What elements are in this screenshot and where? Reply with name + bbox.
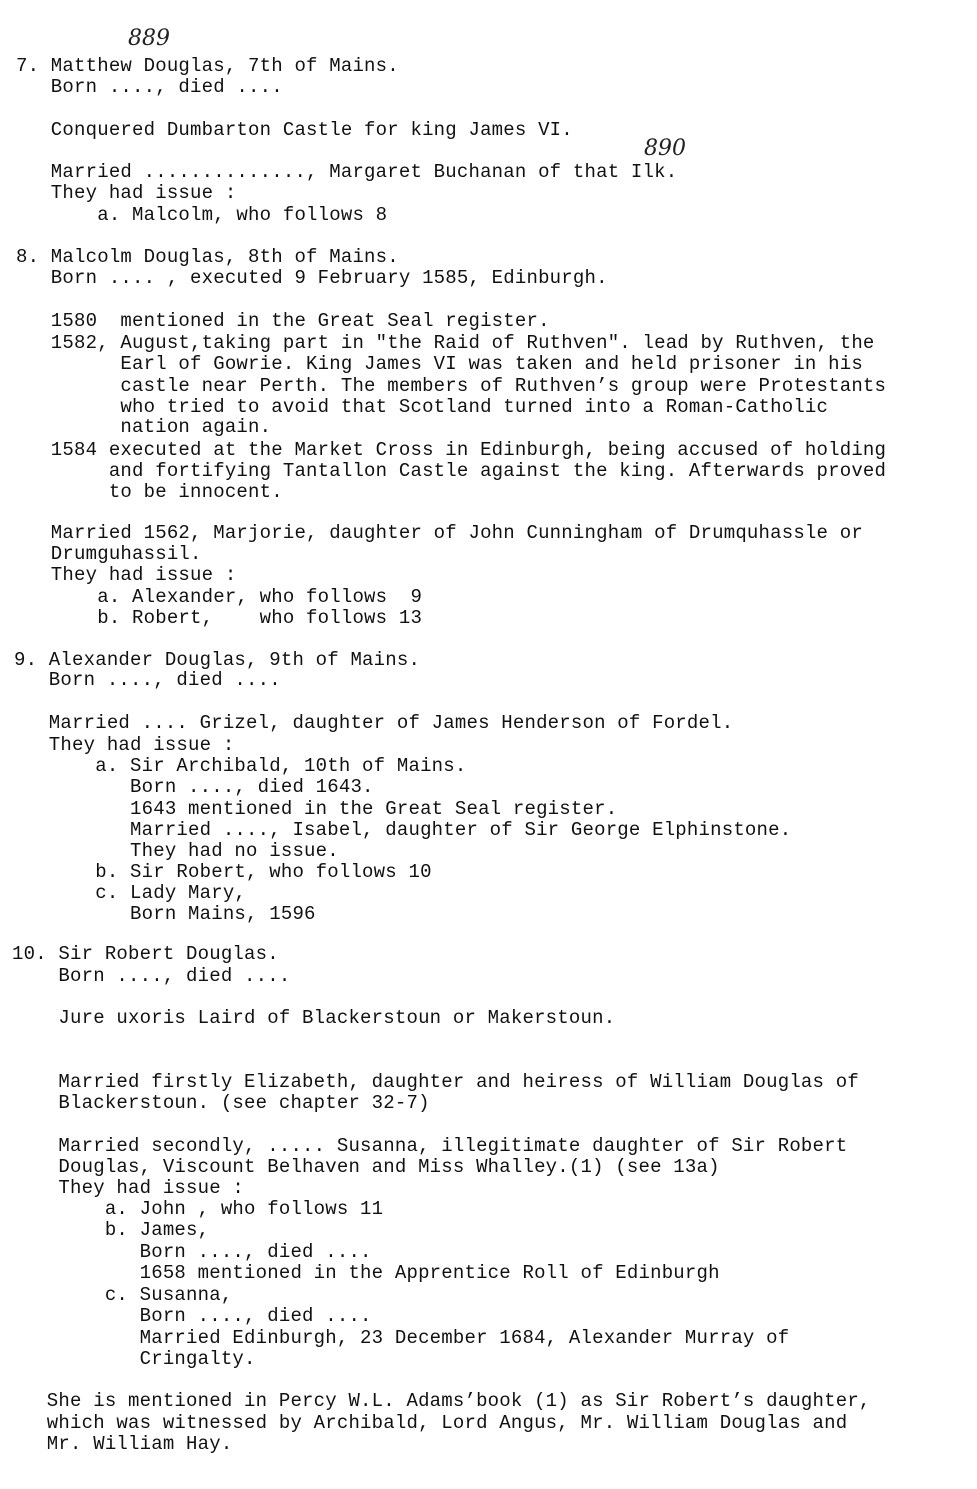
text-line: Born ...., died .... [14,669,281,691]
text-line: a. Sir Archibald, 10th of Mains. [14,755,467,777]
text-line: Married .............., Margaret Buchanan of that Ilk. [16,161,678,183]
text-line: b. James, [12,1219,210,1241]
text-line: a. Malcolm, who follows 8 [16,204,388,226]
text-line: c. Susanna, [12,1284,233,1306]
text-line: castle near Perth. The members of Ruthven’s group were Protestants [16,375,887,397]
text-line: Drumguhassil. [16,543,202,565]
text-line: Born ...., died .... [16,76,283,98]
text-line: c. Lady Mary, [14,882,247,904]
handwritten-margin-number: 890 [644,136,686,161]
entry-heading: 7. Matthew Douglas, 7th of Mains. [16,55,399,77]
entry-heading: 9. Alexander Douglas, 9th of Mains. [14,649,421,671]
text-line: Mr. William Hay. [12,1433,233,1455]
text-line: Jure uxoris Laird of Blackerstoun or Makerstoun. [12,1007,616,1029]
text-line: b. Robert, who follows 13 [16,607,423,629]
text-line: Married firstly Elizabeth, daughter and heiress of William Douglas of [12,1071,859,1093]
text-line: a. Alexander, who follows 9 [16,586,423,608]
text-line: Earl of Gowrie. King James VI was taken and held prisoner in his [16,353,863,375]
text-line: They had issue : [16,182,237,204]
text-line: Born .... , executed 9 February 1585, Edinburgh. [16,267,608,289]
text-line: which was witnessed by Archibald, Lord Angus, Mr. William Douglas and [12,1412,848,1434]
text-line: Married ...., Isabel, daughter of Sir George Elphinstone. [14,819,792,841]
text-line: Born ...., died 1643. [14,776,374,798]
text-line: Born ...., died .... [12,1241,372,1263]
entry-heading: 10. Sir Robert Douglas. [12,943,279,965]
text-line: Cringalty. [12,1348,256,1370]
text-line: a. John , who follows 11 [12,1198,384,1220]
text-line: and fortifying Tantallon Castle against the king. Afterwards proved [16,460,887,482]
text-line: 1582, August,taking part in "the Raid of Ruthven". lead by Ruthven, the [16,332,875,354]
text-line: Born ...., died .... [12,965,291,987]
text-line: Married secondly, ..... Susanna, illegitimate daughter of Sir Robert [12,1135,848,1157]
text-line: They had no issue. [14,840,339,862]
text-line: to be innocent. [16,481,283,503]
text-line: They had issue : [12,1177,245,1199]
text-line: b. Sir Robert, who follows 10 [14,861,432,883]
text-line: Married .... Grizel, daughter of James Henderson of Fordel. [14,712,734,734]
text-line: 1580 mentioned in the Great Seal register. [16,310,550,332]
text-line: Born Mains, 1596 [14,903,316,925]
entry-heading: 8. Malcolm Douglas, 8th of Mains. [16,246,399,268]
text-line: 1643 mentioned in the Great Seal register. [14,798,618,820]
text-line: Blackerstoun. (see chapter 32-7) [12,1092,430,1114]
text-line: They had issue : [14,734,235,756]
text-line: nation again. [16,416,272,438]
text-line: Conquered Dumbarton Castle for king James VI. [16,119,573,141]
text-line: They had issue : [16,564,237,586]
handwritten-page-number: 889 [128,26,170,51]
text-line: Married Edinburgh, 23 December 1684, Alexander Murray of [12,1327,790,1349]
text-line: Douglas, Viscount Belhaven and Miss Whalley.(1) (see 13a) [12,1156,720,1178]
text-line: who tried to avoid that Scotland turned into a Roman-Catholic [16,396,829,418]
text-line: She is mentioned in Percy W.L. Adams’book (1) as Sir Robert’s daughter, [12,1390,871,1412]
text-line: 1658 mentioned in the Apprentice Roll of Edinburgh [12,1262,720,1284]
text-line: 1584 executed at the Market Cross in Edinburgh, being accused of holding [16,439,887,461]
text-line: Married 1562, Marjorie, daughter of John Cunningham of Drumquhassle or [16,522,863,544]
text-line: Born ...., died .... [12,1305,372,1327]
